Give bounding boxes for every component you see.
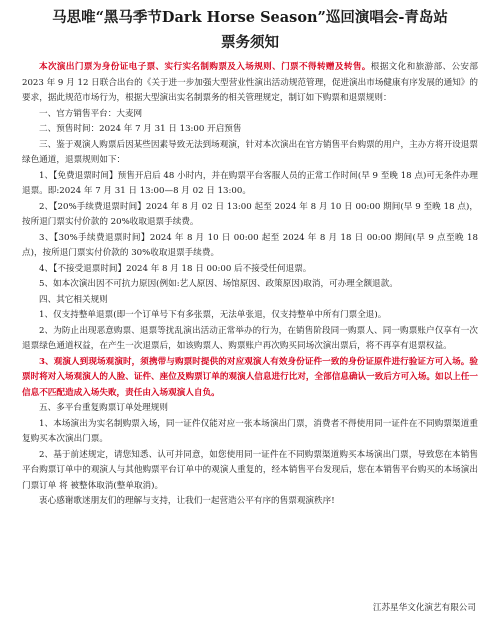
refund-rule-1: 1、【免费退票时间】预售开启后 48 小时内，并在购票平台客服人员的正常工作时间(早 9 至晚 18 点)可无条件办理退票。即:2024 年 7 月 31 日 13:00—8 月 02 日 13:00。 <box>22 170 478 196</box>
other-rule-3-highlight: 3、观演人到现场观演时，须携带与购票时提供的对应观演人有效身份证件一致的身份证原件进行验证方可入场。 <box>39 356 470 367</box>
page-title: 马思唯“黑马季节Dark Horse Season”巡回演唱会-青岛站 <box>52 9 448 26</box>
page-subtitle: 票务须知 <box>221 34 279 51</box>
section-4-heading: 四、其它相关规则 <box>39 294 108 305</box>
other-rule-1: 1、仅支持整单退票(即一个订单号下有多张票，无法单张退，仅支持整单中所有门票全退)。 <box>39 310 387 320</box>
closing-text: 衷心感谢歌迷朋友们的理解与支持，让我们一起营造公平有序的售票观演秩序! <box>39 496 335 506</box>
intro-paragraph <box>22 60 478 107</box>
intro-text: 根据文化和旅游部、公安部 2023 年 9 月 12 日联合出台的《关于进一步加强大型营业性演出活动规范管理，促进演出市场健康有序发展的通知》的要求，据此规范市场行为，根据大型演出实名制票务的相关管理规定，制订如下购票和退票规则： <box>22 62 478 103</box>
section-3-refund-intro: 三、鉴于观演人购票后因某些因素导致无法到场观演，针对本次演出在官方销售平台购票的用户，主办方将开设退票绿色通道，退票规则如下： <box>22 139 478 165</box>
other-rule-3 <box>22 355 478 402</box>
section-5-heading: 五、多平台重复购票订单处理规则 <box>39 403 168 413</box>
other-rule-2: 2、为防止出现恶意购票、退票等扰乱演出活动正常举办的行为，在销售阶段同一购票人、同一购票账户仅享有一次退票绿色通道权益，在产生一次退票后，如该购票人、购票账户再次购买同场次演出票后，将不再享有退票权益。 <box>22 325 478 351</box>
section-2-presale: 二、预售时间：2024 年 7 月 31 日 13:00 开启预售 <box>39 124 242 134</box>
refund-rule-5: 5、如本次演出因不可抗力原因(例如:艺人原因、场馆原因、政策原因)取消，可办理全额退款。 <box>39 279 398 289</box>
organizer-signature: 江苏星华文化演艺有限公司 <box>372 603 476 613</box>
section-1-heading: 一、官方销售平台：大麦网 <box>39 108 143 119</box>
refund-rule-4: 4、【不接受退票时间】2024 年 8 月 18 日 00:00 后不接受任何退票。 <box>39 263 312 274</box>
refund-rule-2: 2、【20%手续费退票时间】2024 年 8 月 02 日 13:00 起至 2024 年 8 月 10 日 00:00 期间(早 9 至晚 18 点)，按所退门票实付价款的 20%收取退票手续费。 <box>22 201 478 227</box>
multi-platform-rule-1: 1、本场演出为实名制购票入场，同一证件仅能对应一张本场演出门票，消费者不得使用同一证件在不同购票渠道重复购买本次演出门票。 <box>22 418 478 444</box>
multi-platform-rule-2: 2、基于前述规定，请您知悉、认可并同意，如您使用同一证件在不同购票渠道购买本场演出门票，导致您在本销售平台购票订单中的观演人与其他购票平台订单中的观演人重复的，经本销售平台发现后，您在本销售平台购买的本场演出门票订单 将 被整体取消(整单取消)。 <box>22 449 478 491</box>
intro-highlight: 本次演出门票为身份证电子票、实行实名制购票及入场规则、门票不得转赠及转售。 <box>39 62 371 72</box>
other-rule-3-tail: 验票时将对入场观演人的人脸、证件、座位及购票订单的观演人信息进行比对，全部信息确认一致后方可入场。如以上任一信息不匹配造成入场失败，责任由入场观演人自负。 <box>22 356 478 398</box>
refund-rule-3: 3、【30%手续费退票时间】2024 年 8 月 10 日 00:00 起至 2024 年 8 月 18 日 00:00 期间(早 9 点至晚 18 点)，按所退门票实付价款的 30%收取退票手续费。 <box>22 232 478 258</box>
